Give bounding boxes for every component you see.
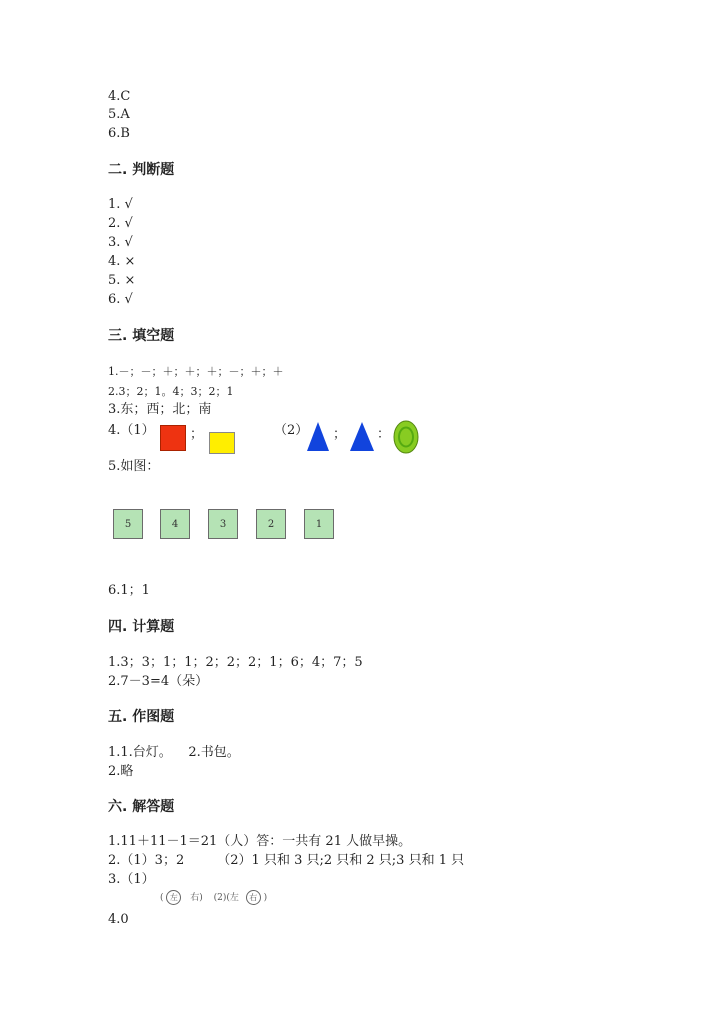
drawing-q2: 2.略 <box>108 764 134 779</box>
number-box-5: 5 <box>113 509 143 539</box>
yellow-rectangle <box>209 432 235 454</box>
circled-left-1: 左 <box>166 890 181 905</box>
section-heading-fill-blank: 三. 填空题 <box>108 328 175 344</box>
figure-right-1: 右) <box>190 893 203 903</box>
solve-q4: 4.0 <box>108 912 129 927</box>
section-heading-drawing: 五. 作图题 <box>108 709 175 725</box>
section-heading-judgement: 二. 判断题 <box>108 162 175 178</box>
figure-close-paren: ) <box>263 893 268 903</box>
fill-q4-sep1: ； <box>190 427 204 442</box>
solve-q3: 3.（1） <box>108 872 155 887</box>
solve-q3-figure <box>160 890 267 905</box>
fill-q1: 1.－；－；＋；＋；＋；－；＋；＋ <box>108 365 284 378</box>
solve-q1: 1.11＋11－1＝21（人）答：一共有 21 人做早操。 <box>108 834 412 849</box>
section-heading-answers: 六. 解答题 <box>108 799 175 815</box>
section-heading-calculation: 四. 计算题 <box>108 619 175 635</box>
fill-q5: 5.如图： <box>108 459 160 474</box>
answer-6: 6.B <box>108 126 130 141</box>
red-square <box>160 425 186 451</box>
judgement-item-2: 2. √ <box>108 216 133 231</box>
fill-q4-sep2: ； <box>333 427 347 442</box>
fill-q4-label: 4.（1） <box>108 423 155 438</box>
judgement-item-3: 3. √ <box>108 235 133 250</box>
fill-q6: 6.1；1 <box>108 583 150 598</box>
judgement-item-4: 4. × <box>108 254 136 269</box>
fill-q2: 2.3；2；1。4；3；2；1 <box>108 385 234 398</box>
judgement-item-6: 6. √ <box>108 292 133 307</box>
calc-q1: 1.3；3；1；1；2；2；2；1；6；4；7；5 <box>108 655 363 670</box>
calc-q2: 2.7－3=4（朵） <box>108 674 209 689</box>
solve-q2: 2.（1）3；2 （2）1 只和 3 只;2 只和 2 只;3 只和 1 只 <box>108 853 465 868</box>
judgement-item-1: 1. √ <box>108 197 133 212</box>
figure-open-paren: ( <box>160 893 164 903</box>
drawing-q1: 1.1.台灯。 2.书包。 <box>108 745 240 760</box>
blue-triangle-2 <box>349 420 375 452</box>
answer-4: 4.C <box>108 89 131 104</box>
number-box-3: 3 <box>208 509 238 539</box>
number-box-1: 1 <box>304 509 334 539</box>
fill-q4-sep3: ： <box>377 427 391 442</box>
number-box-2: 2 <box>256 509 286 539</box>
blue-triangle-1 <box>306 420 330 452</box>
answer-5: 5.A <box>108 107 130 122</box>
fill-q4-part2: （2） <box>274 423 309 438</box>
number-box-4: 4 <box>160 509 190 539</box>
green-oval <box>392 419 420 455</box>
figure-part2: (2)(左 <box>213 893 239 903</box>
circled-right-2: 右 <box>246 890 261 905</box>
judgement-item-5: 5. × <box>108 273 136 288</box>
fill-q3: 3.东；西；北；南 <box>108 402 212 417</box>
